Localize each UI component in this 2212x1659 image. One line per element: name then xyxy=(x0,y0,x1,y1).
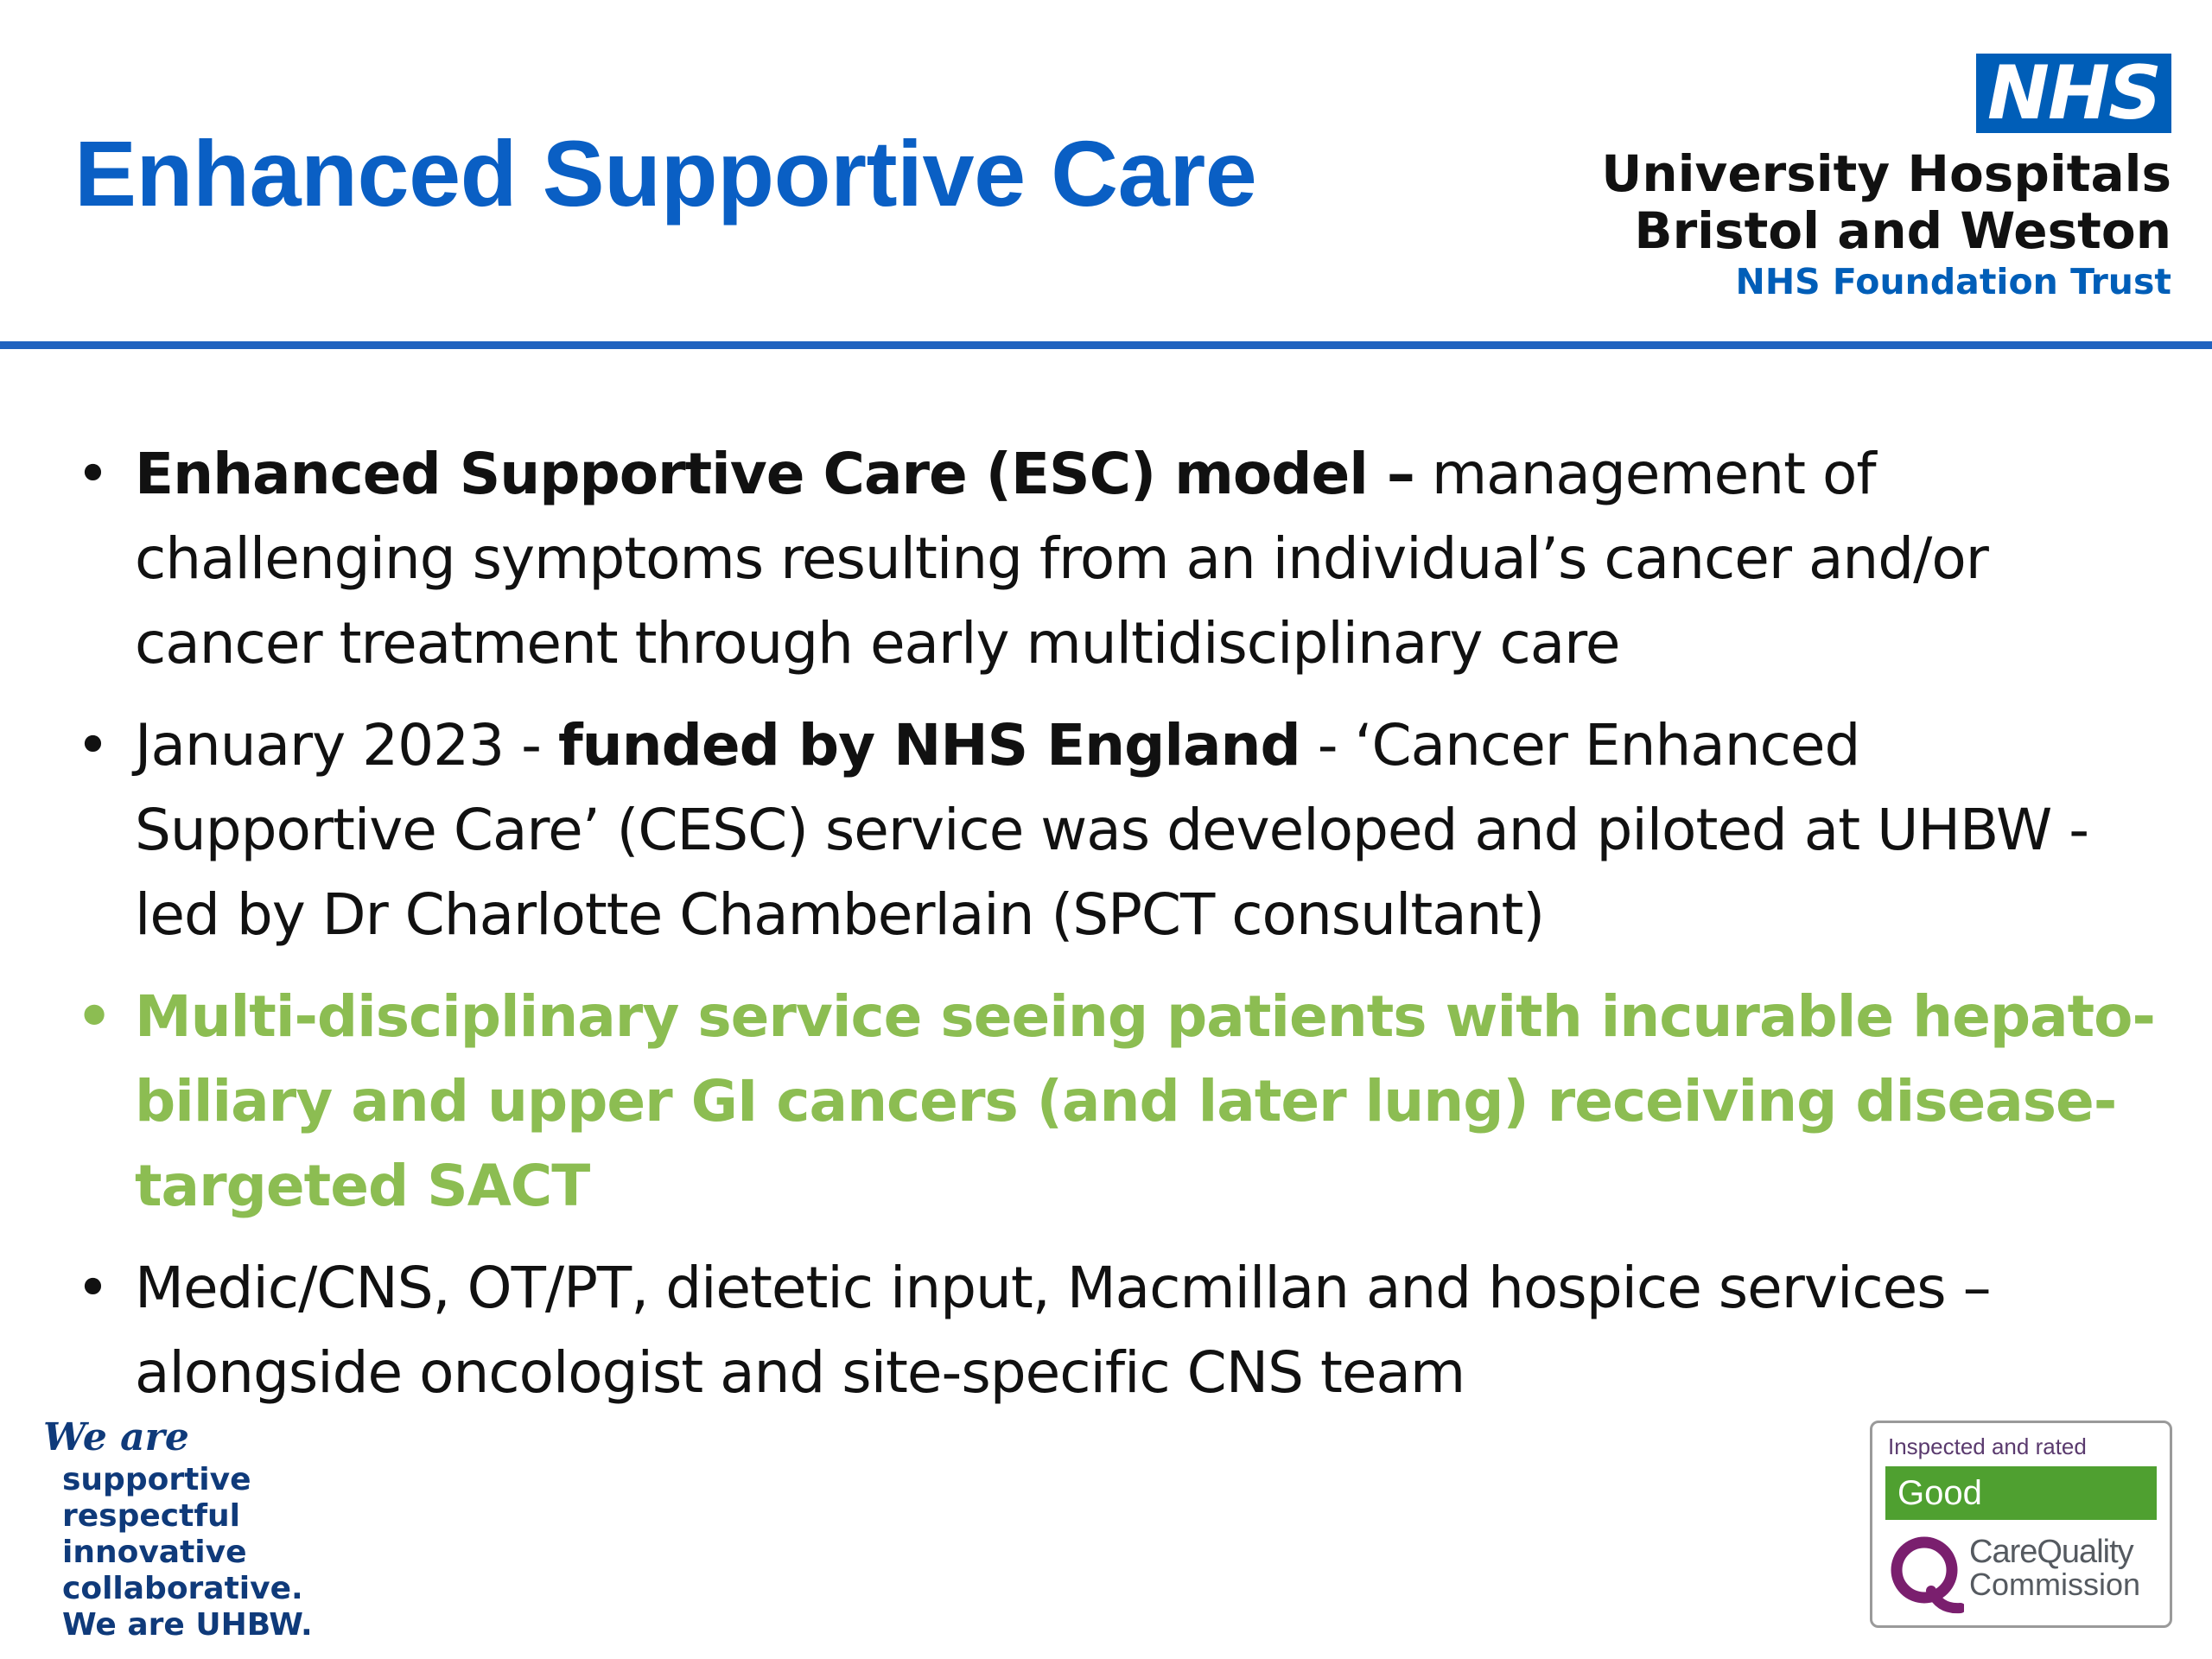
bullet-item-mdt-service xyxy=(69,975,2177,1229)
bullet-bold: Enhanced Supportive Care (ESC) model – xyxy=(135,441,1414,507)
cqc-name-line2: Commission xyxy=(1969,1567,2141,1602)
org-name-line1: University Hospitals xyxy=(1601,144,2171,203)
cqc-name-line1: CareQuality xyxy=(1969,1534,2133,1570)
trust-values xyxy=(43,1414,313,1643)
bullet-dot: • xyxy=(76,1255,109,1321)
bullet-text: - ‘Cancer Enhanced Supportive Care’ (CESC) service was developed and piloted at UHBW - led by Dr Charlotte Chamberlain (SPCT consultant) xyxy=(135,712,2089,948)
bullet-list xyxy=(69,432,2177,1433)
bullet-pre: January 2023 - xyxy=(135,712,558,779)
cqc-inspected-label: Inspected and rated xyxy=(1888,1433,2087,1459)
slide-title: Enhanced Supportive Care xyxy=(74,121,1257,226)
value-respectful: respectful xyxy=(62,1498,240,1534)
nhs-logo: NHS xyxy=(1976,54,2171,133)
bullet-text: Multi-disciplinary service seeing patients with incurable hepato-biliary and upper GI cancers (and later lung) receiving disease-targeted SACT xyxy=(135,983,2155,1219)
value-collaborative: collaborative. xyxy=(62,1571,303,1606)
bullet-bold: funded by NHS England xyxy=(557,712,1300,779)
cqc-q-icon xyxy=(1886,1530,1964,1617)
bullet-dot: • xyxy=(76,441,109,507)
bullet-dot: • xyxy=(76,712,109,779)
bullet-text: Medic/CNS, OT/PT, dietetic input, Macmillan and hospice services – alongside oncologist and site-specific CNS team xyxy=(135,1255,1991,1406)
cqc-badge xyxy=(1870,1421,2172,1628)
bullet-dot: • xyxy=(76,983,112,1050)
bullet-item-esc-model xyxy=(69,432,2177,686)
value-we-are-uhbw: We are UHBW. xyxy=(62,1607,313,1643)
value-innovative: innovative xyxy=(62,1535,247,1570)
bullet-item-team xyxy=(69,1246,2177,1415)
value-supportive: supportive xyxy=(62,1462,251,1497)
org-name-line2: Bristol and Weston xyxy=(1634,201,2171,260)
bullet-text: management of challenging symptoms resulting from an individual’s cancer and/or cancer treatment through early multidisciplinary care xyxy=(135,441,1988,677)
header-divider xyxy=(0,341,2212,349)
org-trust-line: NHS Foundation Trust xyxy=(1735,261,2171,302)
cqc-name xyxy=(1969,1535,2140,1601)
cqc-rating: Good xyxy=(1885,1466,2157,1520)
values-we-are: We are xyxy=(43,1415,189,1459)
bullet-item-funding xyxy=(69,703,2177,957)
org-name xyxy=(1601,145,2171,304)
